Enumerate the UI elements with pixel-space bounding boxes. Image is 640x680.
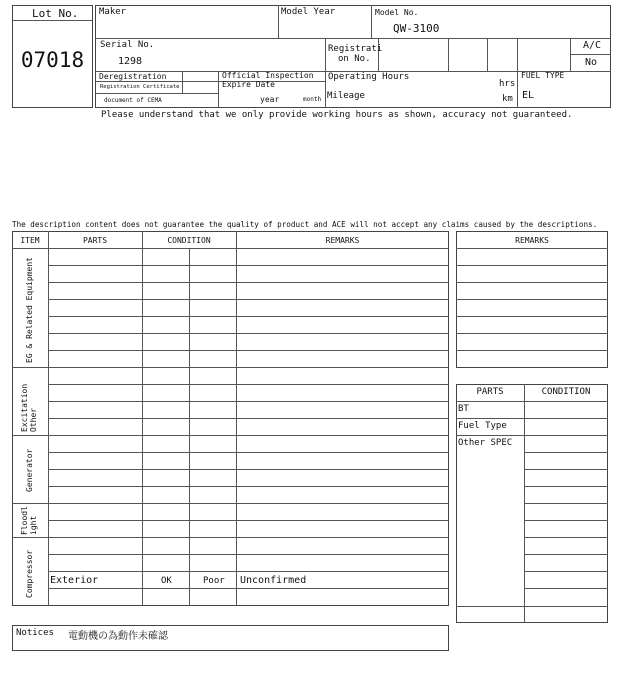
model-year-label: Model Year: [281, 7, 336, 17]
inspection-label-2: Expire Date: [222, 80, 275, 89]
mileage-label: Mileage: [327, 91, 365, 101]
registration-label-2: on No.: [338, 54, 371, 64]
spec-row-fuel-type: Fuel Type: [458, 421, 507, 431]
ac-value: No: [585, 57, 598, 68]
inspection-label-1: Official Inspection: [222, 71, 314, 80]
hrs-label: hrs: [499, 79, 516, 89]
header-parts: PARTS: [82, 236, 108, 245]
section-label-generator: Generator: [25, 448, 34, 492]
fuel-type-label: FUEL TYPE: [521, 71, 565, 80]
cema-label: document of CEMA: [104, 97, 162, 104]
notices-value: 電動機の為動作未確認: [68, 631, 168, 642]
deregistration-label: Deregistration: [99, 72, 167, 81]
lot-number: 07018: [20, 48, 85, 72]
serial-value: 1298: [118, 56, 143, 67]
registration-label-1: Registrati: [328, 44, 383, 54]
spec-parts-header: PARTS: [476, 387, 504, 397]
hours-disclaimer: Please understand that we only provide working hours as shown, accuracy not guaranteed.: [101, 110, 573, 120]
registration-certificate-label: Registration Certificate: [100, 84, 180, 90]
section-label-compressor: Compressor: [25, 549, 34, 598]
remarks-header: REMARKS: [515, 236, 549, 245]
header-condition: CONDITION: [167, 236, 211, 245]
ac-label: A/C: [583, 40, 602, 51]
year-label: year: [260, 95, 280, 104]
model-no-value: QW-3100: [393, 22, 440, 35]
section-label-eg: EG & Related Equipment: [25, 257, 34, 363]
notices-label: Notices: [16, 628, 54, 638]
operating-hours-label: Operating Hours: [328, 72, 410, 82]
exterior-part: Exterior: [50, 575, 99, 586]
section-label-excitation: Excitation Other: [20, 383, 38, 432]
maker-label: Maker: [99, 7, 127, 17]
month-label: month: [303, 96, 322, 103]
model-no-label: Model No.: [375, 8, 419, 17]
spec-row-bt: BT: [458, 404, 469, 414]
section-label-floodlight: Floodl ight: [20, 506, 38, 535]
lot-label: Lot No.: [32, 7, 79, 20]
spec-condition-header: CONDITION: [541, 387, 591, 397]
header-item: ITEM: [20, 236, 40, 245]
spec-row-other-spec: Other SPEC: [458, 438, 513, 448]
exterior-condition-poor: Poor: [203, 576, 225, 586]
description-disclaimer: The description content does not guarantee the quality of product and ACE will not accept any claims caused by the descriptions.: [12, 220, 598, 229]
fuel-type-value: EL: [522, 90, 535, 101]
serial-label: Serial No.: [100, 40, 155, 50]
header-remarks: REMARKS: [325, 236, 360, 245]
exterior-condition-ok: OK: [161, 576, 172, 586]
exterior-remarks: Unconfirmed: [240, 575, 307, 586]
km-label: km: [502, 94, 513, 104]
